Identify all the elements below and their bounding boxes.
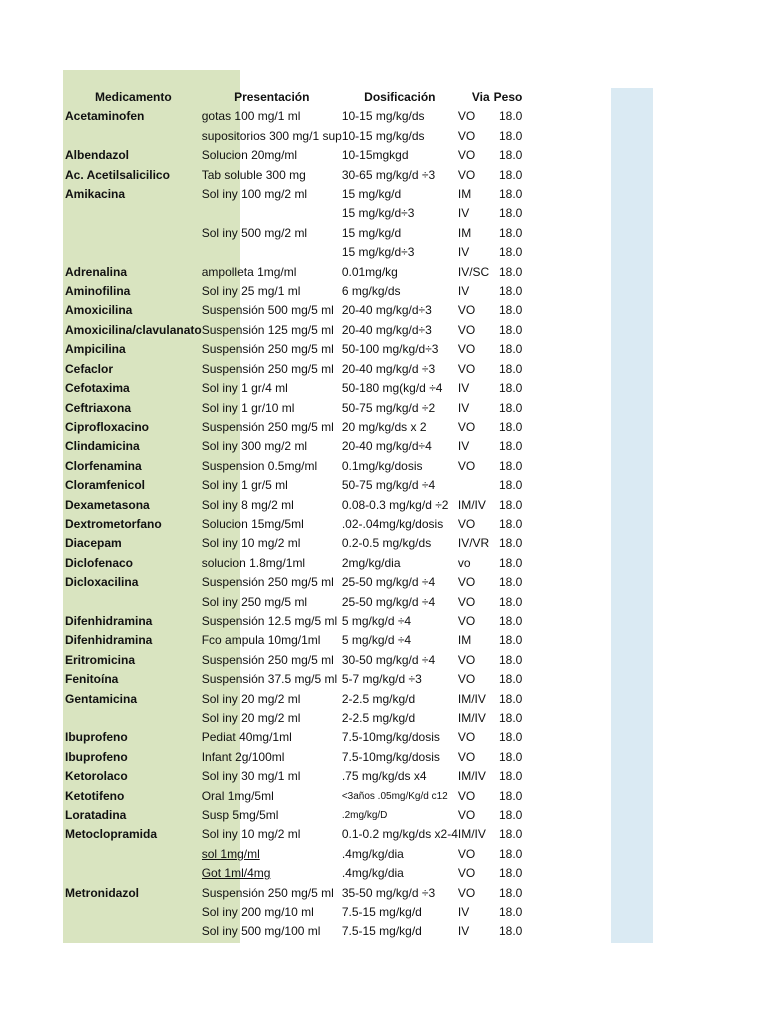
cell-medicamento: Difenhidramina [65, 633, 153, 648]
cell-peso: 18.0 [499, 594, 523, 609]
cell-peso: 18.0 [499, 148, 523, 163]
cell-peso: 18.0 [499, 575, 523, 590]
cell-medicamento: Amoxicilina [65, 303, 133, 318]
cell-presentacion: Sol iny 1 gr/10 ml [201, 400, 295, 415]
cell-medicamento: Loratadina [65, 808, 127, 823]
cell-presentacion: Suspensión 37.5 mg/5 ml [201, 672, 338, 687]
cell-dosificacion: 0.2-0.5 mg/kg/ds [341, 536, 432, 551]
cell-medicamento: Ibuprofeno [65, 749, 128, 764]
table-row [63, 515, 525, 534]
cell-medicamento [63, 864, 202, 883]
cell-via: IV [457, 284, 470, 299]
cell-dosificacion: 15 mg/kg/d÷3 [341, 245, 415, 260]
cell-peso: 18.0 [499, 866, 523, 881]
cell-presentacion: Infant 2g/100ml [201, 749, 285, 764]
cell-via: IM/IV [457, 497, 486, 512]
cell-dosificacion: 50-75 mg/kg/d ÷4 [341, 478, 436, 493]
cell-dosificacion: .75 mg/kg/ds x4 [341, 769, 427, 784]
cell-via: VO [457, 613, 476, 628]
cell-via: IM [457, 225, 472, 240]
cell-peso: 18.0 [499, 439, 523, 454]
table-row [63, 496, 525, 515]
cell-via: IV/SC [457, 264, 490, 279]
cell-medicamento [63, 204, 202, 223]
cell-dosificacion: 20-40 mg/kg/d÷3 [341, 322, 432, 337]
cell-via: IM [457, 633, 472, 648]
cell-presentacion: Tab soluble 300 mg [201, 167, 306, 182]
cell-via: VO [457, 516, 476, 531]
cell-via: VO [457, 109, 476, 124]
cell-medicamento: Ibuprofeno [65, 730, 128, 745]
cell-via: VO [457, 128, 476, 143]
cell-medicamento: Ampicilina [65, 342, 126, 357]
header-dosificacion: Dosificación [364, 90, 436, 104]
cell-presentacion: Sol iny 20 mg/2 ml [201, 691, 301, 706]
cell-dosificacion: 20-40 mg/kg/d÷3 [341, 303, 432, 318]
cell-medicamento [63, 709, 202, 728]
cell-peso: 18.0 [499, 613, 523, 628]
cell-medicamento: Diacepam [65, 536, 122, 551]
table-row [63, 748, 525, 767]
cell-peso: 18.0 [499, 730, 523, 745]
cell-presentacion: Suspensión 12.5 mg/5 ml [201, 613, 338, 628]
cell-via: VO [457, 885, 476, 900]
cell-peso: 18.0 [499, 497, 523, 512]
cell-dosificacion: .4mg/kg/dia [341, 866, 404, 881]
header-row [63, 88, 525, 107]
cell-peso: 18.0 [499, 419, 523, 434]
cell-dosificacion: 5 mg/kg/d ÷4 [341, 613, 412, 628]
cell-presentacion: Suspension 0.5mg/ml [201, 458, 318, 473]
cell-medicamento [63, 903, 202, 922]
cell-peso: 18.0 [499, 187, 523, 202]
dosage-table [63, 88, 525, 942]
cell-dosificacion: 10-15 mg/kg/ds [341, 109, 425, 124]
cell-via: VO [457, 575, 476, 590]
peso-column-fill [611, 88, 653, 943]
cell-dosificacion: .4mg/kg/dia [341, 846, 404, 861]
cell-peso: 18.0 [499, 478, 523, 493]
header-via: Via [471, 90, 490, 104]
cell-peso: 18.0 [499, 225, 523, 240]
table-row [63, 340, 525, 359]
cell-presentacion: Suspensión 250 mg/5 ml [201, 885, 334, 900]
table-row [63, 301, 525, 320]
cell-via: VO [457, 419, 476, 434]
cell-presentacion: Suspensión 125 mg/5 ml [201, 322, 334, 337]
cell-peso: 18.0 [499, 691, 523, 706]
cell-presentacion: Sol iny 20 mg/2 ml [201, 711, 301, 725]
cell-dosificacion: 20-40 mg/kg/d ÷3 [341, 361, 436, 376]
cell-via: IV [457, 245, 470, 260]
table-row [63, 166, 525, 185]
table-row [63, 476, 525, 495]
cell-dosificacion: 35-50 mg/kg/d ÷3 [341, 885, 436, 900]
cell-via: VO [457, 672, 476, 687]
cell-presentacion: Solucion 15mg/5ml [201, 516, 304, 531]
cell-peso: 18.0 [499, 458, 523, 473]
cell-peso: 18.0 [499, 555, 523, 570]
cell-medicamento: Metronidazol [65, 885, 139, 900]
table-row [63, 554, 525, 573]
cell-peso: 18.0 [499, 885, 523, 900]
header-medicamento: Medicamento [95, 90, 172, 104]
cell-peso: 18.0 [499, 536, 523, 551]
cell-medicamento: Ketotifeno [65, 788, 125, 803]
cell-medicamento: Metoclopramida [65, 827, 158, 842]
cell-medicamento: Ciprofloxacino [65, 419, 150, 434]
cell-peso: 18.0 [499, 167, 523, 182]
table-row [63, 146, 525, 165]
cell-presentacion: Sol iny 1 gr/5 ml [201, 478, 288, 493]
cell-peso: 18.0 [499, 924, 523, 939]
cell-presentacion: Sol iny 1 gr/4 ml [201, 381, 288, 396]
cell-dosificacion: 5 mg/kg/d ÷4 [341, 633, 412, 648]
cell-dosificacion: 30-50 mg/kg/d ÷4 [341, 652, 436, 667]
cell-peso: 18.0 [499, 711, 523, 725]
cell-dosificacion: 10-15mgkgd [341, 148, 409, 163]
cell-dosificacion: 50-100 mg/kg/d÷3 [341, 342, 439, 357]
table-row [63, 864, 525, 883]
cell-dosificacion: 5-7 mg/kg/d ÷3 [341, 672, 422, 687]
cell-via: VO [457, 594, 476, 609]
cell-presentacion: Sol iny 25 mg/1 ml [201, 284, 301, 299]
cell-dosificacion: <3años .05mg/Kg/d c12 [341, 790, 448, 802]
cell-via: VO [457, 730, 476, 745]
cell-peso: 18.0 [499, 342, 523, 357]
cell-presentacion: Sol iny 10 mg/2 ml [201, 827, 301, 842]
cell-dosificacion: 15 mg/kg/d [341, 187, 402, 202]
cell-peso: 18.0 [499, 769, 523, 784]
cell-presentacion: ampolleta 1mg/ml [201, 264, 297, 279]
cell-dosificacion: 20 mg/kg/ds x 2 [341, 419, 427, 434]
cell-presentacion: Susp 5mg/5ml [201, 808, 279, 823]
cell-presentacion: Sol iny 8 mg/2 ml [201, 497, 294, 512]
cell-peso: 18.0 [499, 808, 523, 823]
cell-presentacion: gotas 100 mg/1 ml [201, 109, 301, 124]
cell-medicamento: Gentamicina [65, 691, 138, 706]
cell-peso: 18.0 [499, 672, 523, 687]
cell-presentacion: Sol iny 250 mg/5 ml [201, 594, 308, 609]
cell-peso: 18.0 [499, 827, 523, 842]
cell-dosificacion: .2mg/kg/D [341, 810, 388, 822]
table-row [63, 728, 525, 747]
cell-via: IV [457, 381, 470, 396]
cell-peso: 18.0 [499, 109, 523, 124]
table-row [63, 185, 525, 204]
cell-via: IV [457, 905, 470, 920]
table-row [63, 127, 525, 146]
cell-dosificacion: 0.08-0.3 mg/kg/d ÷2 [341, 497, 449, 512]
table-row [63, 107, 525, 126]
cell-presentacion: Suspensión 250 mg/5 ml [201, 342, 334, 357]
table-row [63, 651, 525, 670]
cell-medicamento: Dextrometorfano [65, 516, 162, 531]
cell-via: VO [457, 866, 476, 881]
cell-via: VO [457, 458, 476, 473]
cell-presentacion: Suspensión 250 mg/5 ml [201, 575, 334, 590]
cell-dosificacion: 25-50 mg/kg/d ÷4 [341, 594, 436, 609]
cell-via: VO [457, 808, 476, 823]
cell-medicamento: Clorfenamina [65, 458, 142, 473]
table-row [63, 806, 525, 825]
cell-via: IV/VR [457, 536, 490, 551]
cell-presentacion: Sol iny 500 mg/100 ml [201, 924, 321, 939]
cell-dosificacion: 7.5-10mg/kg/dosis [341, 749, 440, 764]
cell-peso: 18.0 [499, 905, 523, 920]
cell-peso: 18.0 [499, 128, 523, 143]
cell-medicamento: Clindamicina [65, 439, 140, 454]
cell-medicamento: Ceftriaxona [65, 400, 132, 415]
table-row [63, 690, 525, 709]
table-row [63, 418, 525, 437]
cell-medicamento: Aminofilina [65, 284, 131, 299]
header-presentacion: Presentación [234, 90, 310, 104]
table-row [63, 399, 525, 418]
table-row [63, 903, 525, 922]
cell-dosificacion: 20-40 mg/kg/d÷4 [341, 439, 432, 454]
cell-peso: 18.0 [499, 652, 523, 667]
header-peso: Peso [493, 90, 523, 104]
cell-via: VO [457, 322, 476, 337]
cell-peso: 18.0 [499, 516, 523, 531]
cell-dosificacion: 30-65 mg/kg/d ÷3 [341, 167, 436, 182]
cell-presentacion: Sol iny 500 mg/2 ml [201, 225, 308, 240]
cell-medicamento: Eritromicina [65, 652, 136, 667]
cell-dosificacion: 0.1-0.2 mg/kg/ds x2-4 [341, 827, 458, 842]
cell-via: IM [457, 187, 472, 202]
cell-via: IV [457, 439, 470, 454]
table-row [63, 282, 525, 301]
cell-via: VO [457, 342, 476, 357]
cell-via: IM/IV [457, 769, 486, 784]
cell-peso: 18.0 [499, 322, 523, 337]
cell-dosificacion: 2-2.5 mg/kg/d [341, 711, 416, 725]
cell-via: VO [457, 303, 476, 318]
table-row [63, 263, 525, 282]
table-row [63, 709, 525, 728]
table-row [63, 457, 525, 476]
cell-dosificacion: 2mg/kg/dia [341, 555, 401, 570]
cell-presentacion: solucion 1.8mg/1ml [201, 555, 306, 570]
cell-presentacion: Oral 1mg/5ml [201, 788, 274, 803]
cell-medicamento: Cefaclor [65, 361, 114, 376]
cell-peso: 18.0 [499, 846, 523, 861]
cell-via: VO [457, 652, 476, 667]
cell-dosificacion: 7.5-10mg/kg/dosis [341, 730, 440, 745]
cell-dosificacion: .02-.04mg/kg/dosis [341, 516, 444, 531]
cell-dosificacion: 6 mg/kg/ds [341, 284, 401, 299]
cell-via: VO [457, 846, 476, 861]
cell-medicamento: Cloramfenicol [65, 478, 146, 493]
table-row [63, 379, 525, 398]
cell-dosificacion: 0.1mg/kg/dosis [341, 458, 423, 473]
cell-medicamento [63, 224, 202, 243]
cell-presentacion: Sol iny 30 mg/1 ml [201, 769, 301, 784]
cell-peso: 18.0 [499, 381, 523, 396]
cell-presentacion: Sol iny 100 mg/2 ml [201, 187, 308, 202]
cell-peso: 18.0 [499, 303, 523, 318]
cell-via: VO [457, 148, 476, 163]
cell-peso: 18.0 [499, 245, 523, 260]
table-row [63, 243, 525, 262]
table-row [63, 593, 525, 612]
cell-presentacion: supositorios 300 mg/1 sup [201, 128, 342, 143]
cell-medicamento: Acetaminofen [65, 109, 145, 124]
cell-medicamento: Albendazol [65, 148, 130, 163]
cell-medicamento: Diclofenaco [65, 555, 134, 570]
cell-peso: 18.0 [499, 400, 523, 415]
cell-dosificacion: 7.5-15 mg/kg/d [341, 924, 422, 939]
cell-presentacion: Fco ampula 10mg/1ml [201, 633, 321, 648]
cell-medicamento [63, 593, 202, 612]
cell-presentacion: Sol iny 200 mg/10 ml [201, 905, 314, 920]
cell-presentacion: Suspensión 500 mg/5 ml [201, 303, 334, 318]
cell-presentacion: Sol iny 10 mg/2 ml [201, 536, 301, 551]
cell-dosificacion: 25-50 mg/kg/d ÷4 [341, 575, 436, 590]
cell-via: IM/IV [457, 827, 486, 842]
cell-peso: 18.0 [499, 206, 523, 221]
cell-presentacion: Suspensión 250 mg/5 ml [201, 419, 334, 434]
cell-via: IV [457, 206, 470, 221]
table-row [63, 224, 525, 243]
cell-medicamento: Amikacina [65, 187, 126, 202]
cell-peso: 18.0 [499, 788, 523, 803]
table-row [63, 922, 525, 941]
cell-medicamento [63, 845, 202, 864]
table-row [63, 321, 525, 340]
cell-presentacion [202, 243, 342, 262]
cell-dosificacion: 0.01mg/kg [341, 264, 398, 279]
table-row [63, 631, 525, 650]
table-row [63, 670, 525, 689]
cell-medicamento: Difenhidramina [65, 613, 153, 628]
table-row [63, 787, 525, 806]
cell-medicamento: Fenitoína [65, 672, 119, 687]
cell-medicamento: Amoxicilina/clavulanato [65, 322, 202, 337]
table-row [63, 767, 525, 786]
cell-presentacion: Got 1ml/4mg [201, 866, 271, 881]
cell-peso: 18.0 [499, 633, 523, 648]
cell-peso: 18.0 [499, 749, 523, 764]
table-row [63, 360, 525, 379]
cell-medicamento [63, 922, 202, 941]
cell-medicamento: Ketorolaco [65, 769, 128, 784]
cell-presentacion: Suspensión 250 mg/5 ml [201, 652, 334, 667]
cell-dosificacion: 50-180 mg(kg/d ÷4 [341, 381, 443, 396]
cell-via: IV [457, 924, 470, 939]
cell-medicamento: Cefotaxima [65, 381, 130, 396]
cell-via: VO [457, 167, 476, 182]
cell-via [458, 476, 490, 495]
table-row [63, 845, 525, 864]
cell-medicamento [63, 127, 202, 146]
cell-peso: 18.0 [499, 284, 523, 299]
cell-presentacion: Solucion 20mg/ml [201, 148, 298, 163]
table-row [63, 204, 525, 223]
cell-presentacion: Sol iny 300 mg/2 ml [201, 439, 308, 454]
cell-via: IM/IV [457, 711, 486, 725]
table-row [63, 573, 525, 592]
table-row [63, 884, 525, 903]
cell-presentacion: sol 1mg/ml [201, 846, 260, 861]
cell-medicamento: Adrenalina [65, 264, 128, 279]
cell-via: VO [457, 749, 476, 764]
cell-dosificacion: 50-75 mg/kg/d ÷2 [341, 400, 436, 415]
cell-presentacion: Suspensión 250 mg/5 ml [201, 361, 334, 376]
cell-via: IV [457, 400, 470, 415]
cell-via: vo [457, 555, 471, 570]
cell-peso: 18.0 [499, 264, 523, 279]
cell-dosificacion: 15 mg/kg/d÷3 [341, 206, 415, 221]
cell-dosificacion: 10-15 mg/kg/ds [341, 128, 425, 143]
cell-dosificacion: 7.5-15 mg/kg/d [341, 905, 422, 920]
table-row [63, 437, 525, 456]
cell-peso: 18.0 [499, 361, 523, 376]
table-row [63, 612, 525, 631]
cell-dosificacion: 2-2.5 mg/kg/d [341, 691, 416, 706]
cell-dosificacion: 15 mg/kg/d [341, 225, 402, 240]
cell-via: IM/IV [457, 691, 486, 706]
cell-medicamento: Ac. Acetilsalicilico [65, 167, 170, 182]
cell-medicamento [63, 243, 202, 262]
cell-medicamento: Dicloxacilina [65, 575, 139, 590]
table-row [63, 825, 525, 844]
cell-via: VO [457, 788, 476, 803]
table-row [63, 534, 525, 553]
cell-via: VO [457, 361, 476, 376]
cell-presentacion [202, 204, 342, 223]
cell-medicamento: Dexametasona [65, 497, 150, 512]
cell-presentacion: Pediat 40mg/1ml [201, 730, 292, 745]
